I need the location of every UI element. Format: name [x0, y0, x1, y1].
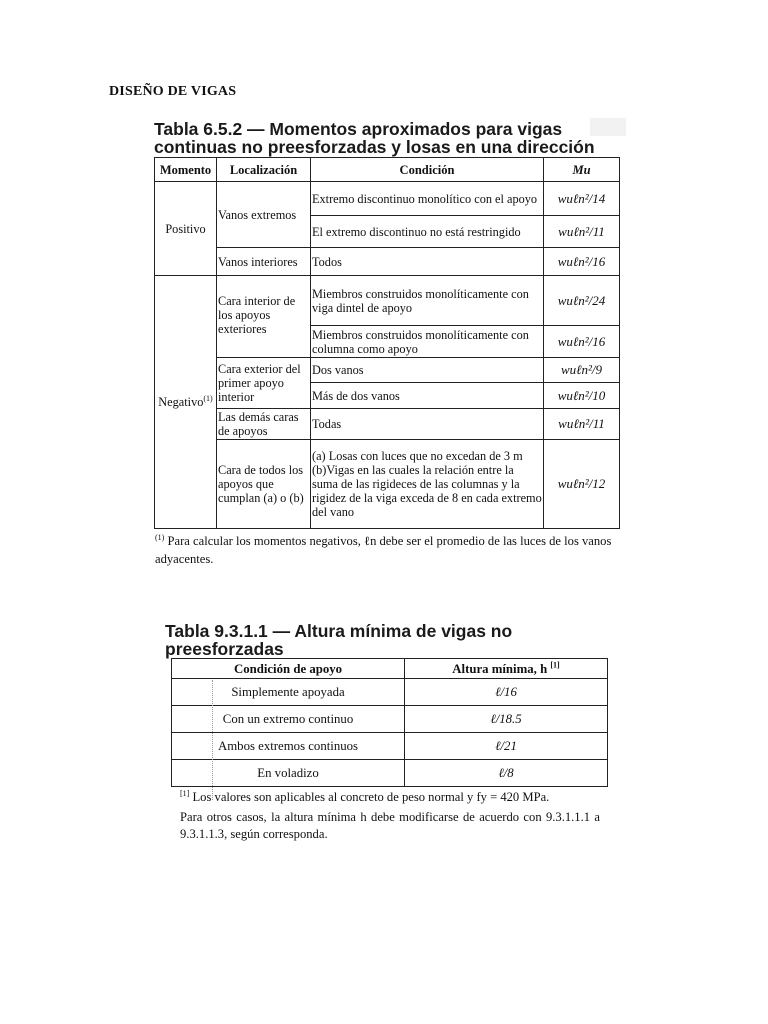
cell-condition: Miembros construidos monolíticamente con viga dintel de apoyo	[311, 276, 544, 326]
cell-condition-ab	[311, 440, 544, 529]
cell-condition: El extremo discontinuo no está restringido	[311, 216, 544, 248]
table2-title	[165, 622, 525, 658]
cell-mu: wuℓn²/12	[544, 440, 620, 529]
cell-vanos-extremos: Vanos extremos	[217, 182, 311, 248]
header-condicion: Condición	[311, 158, 544, 182]
cell-positivo: Positivo	[155, 182, 217, 276]
cell-mu: wuℓn²/24	[544, 276, 620, 326]
header-altura-minima	[405, 659, 608, 679]
table2-note-other-cases: Para otros casos, la altura mínima h debe modificarse de acuerdo con 9.3.1.1.1 a 9.3.1.1.3, según corresponda.	[180, 810, 600, 841]
cell-min-height: ℓ/16	[405, 679, 608, 706]
table-row	[155, 276, 620, 326]
cell-support-condition: Con un extremo continuo	[172, 706, 405, 733]
cell-vanos-interiores: Vanos interiores	[217, 248, 311, 276]
cell-negativo	[155, 276, 217, 529]
table2-title-line1: Tabla 9.3.1.1 — Altura mínima de vigas no	[165, 621, 513, 641]
moments-table	[154, 157, 620, 529]
cell-cara-todos: Cara de todos los apoyos que cumplan (a) o (b)	[217, 440, 311, 529]
cell-support-condition: Simplemente apoyada	[172, 679, 405, 706]
table-row	[172, 679, 608, 706]
cell-mu: wuℓn²/16	[544, 326, 620, 358]
header-condicion-apoyo: Condición de apoyo	[172, 659, 405, 679]
table-header-row	[155, 158, 620, 182]
table-row	[155, 182, 620, 216]
cell-support-condition: En voladizo	[172, 760, 405, 787]
cell-mu: wuℓn²/10	[544, 383, 620, 409]
table2-note	[180, 788, 600, 806]
cell-min-height: ℓ/21	[405, 733, 608, 760]
cell-mu: wuℓn²/11	[544, 409, 620, 440]
cell-min-height: ℓ/18.5	[405, 706, 608, 733]
table-row	[172, 706, 608, 733]
table-header-row	[172, 659, 608, 679]
header-mu: Mu	[544, 158, 620, 182]
cell-condition: Más de dos vanos	[311, 383, 544, 409]
negativo-footnote-mark: (1)	[203, 393, 213, 403]
cell-mu: wuℓn²/11	[544, 216, 620, 248]
cell-demas-caras: Las demás caras de apoyos	[217, 409, 311, 440]
cell-condition: Miembros construidos monolíticamente con columna como apoyo	[311, 326, 544, 358]
cell-mu: wuℓn²/16	[544, 248, 620, 276]
condition-a: (a) Losas con luces que no excedan de 3 m	[312, 449, 523, 463]
table1-title-line1: Tabla 6.5.2 — Momentos aproximados para vigas	[154, 119, 563, 139]
min-height-table	[171, 658, 608, 787]
cell-mu: wuℓn²/14	[544, 182, 620, 216]
table1-footnote-text: Para calcular los momentos negativos, ℓn debe ser el promedio de las luces de los vanos adyacentes.	[155, 534, 612, 566]
table-row	[155, 248, 620, 276]
table1-footnote-mark: (1)	[155, 532, 165, 542]
table-row	[172, 760, 608, 787]
cell-cara-exterior: Cara exterior del primer apoyo interior	[217, 358, 311, 409]
cell-condition: Dos vanos	[311, 358, 544, 383]
condition-b: (b)Vigas en las cuales la relación entre la suma de las rigideces de las columnas y la rigidez de la viga exceda de 8 en cada extremo del vano	[312, 463, 542, 519]
cell-min-height: ℓ/8	[405, 760, 608, 787]
scan-dotted-line	[212, 680, 213, 800]
header-altura-mark: [1]	[550, 660, 560, 670]
table1-footnote	[155, 532, 625, 568]
cell-cara-interior: Cara interior de los apoyos exteriores	[217, 276, 311, 358]
cell-condition: Todas	[311, 409, 544, 440]
table-row	[172, 733, 608, 760]
table-row	[155, 409, 620, 440]
table-row	[155, 440, 620, 529]
table-row	[155, 358, 620, 383]
header-altura-label: Altura mínima, h	[452, 661, 548, 676]
table1-title	[154, 120, 624, 156]
cell-support-condition: Ambos extremos continuos	[172, 733, 405, 760]
table2-note-mark: [1]	[180, 788, 190, 798]
table1-title-line2: continuas no preesforzadas y losas en una dirección	[154, 137, 595, 157]
table2-note-text: Los valores son aplicables al concreto de peso normal y fy = 420 MPa.	[192, 790, 550, 804]
header-localizacion: Localización	[217, 158, 311, 182]
document-heading: DISEÑO DE VIGAS	[109, 84, 237, 99]
cell-condition: Extremo discontinuo monolítico con el apoyo	[311, 182, 544, 216]
negativo-label: Negativo	[158, 395, 204, 409]
table2-title-line2: preesforzadas	[165, 639, 284, 659]
cell-mu: wuℓn²/9	[544, 358, 620, 383]
header-momento: Momento	[155, 158, 217, 182]
cell-condition: Todos	[311, 248, 544, 276]
